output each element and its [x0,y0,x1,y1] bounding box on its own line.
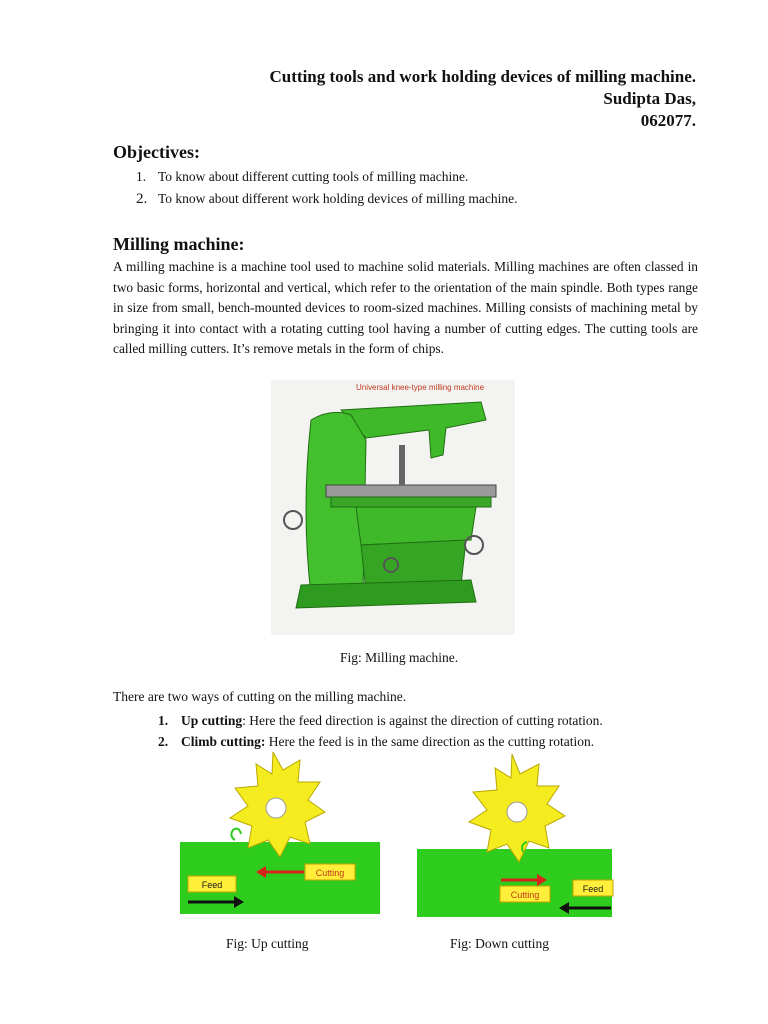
objectives-heading: Objectives: [113,142,200,162]
objectives-list [136,166,517,210]
milling-description: A milling machine is a machine tool used to machine solid materials. Milling machines are often classed in two basic forms, horizontal and vertical, which refer to the orientation of the main spindle. Both types range in size from small, bench-mounted devices to room-sized machines. Milling consists of machining metal by bringing it into contact with a rotating cutting tool having a number of cutting edges. The cutting tools are called milling cutters. It’s remove metals in the form of chips. [113,259,698,357]
feed-label: Feed [582,884,604,894]
cutting-label: Cutting [510,890,540,900]
cutting-intro: There are two ways of cutting on the milling machine. [113,689,407,704]
milling-machine-photo [271,380,515,635]
author-name: Sudipta Das, [603,89,696,108]
list-item: 1. To know about different cutting tools of milling machine. [136,169,469,184]
cutting-label: Cutting [315,868,345,878]
milling-machine-illustration [271,380,515,635]
list-item: 2. Climb cutting: Here the feed is in the same direction as the cutting rotation. [158,734,595,749]
document-title: Cutting tools and work holding devices of milling machine. [269,67,696,86]
list-item: 1. Up cutting: Here the feed direction is against the direction of cutting rotation. [158,713,603,728]
down-cutting-figure [415,752,615,922]
milling-machine-heading: Milling machine: [113,234,245,254]
feed-label: Feed [201,880,223,890]
milling-machine-caption: Fig: Milling machine. [340,650,459,665]
up-cutting-caption: Fig: Up cutting [226,936,309,951]
up-cutting-figure [180,752,380,922]
cutting-ways-list [158,710,603,752]
document-title-block [270,66,696,132]
down-cutting-caption: Fig: Down cutting [450,936,550,951]
list-item: 2. To know about different work holding devices of milling machine. [136,191,518,207]
photo-label: Universal knee-type milling machine [356,383,485,392]
roll-number: 062077. [640,111,696,130]
